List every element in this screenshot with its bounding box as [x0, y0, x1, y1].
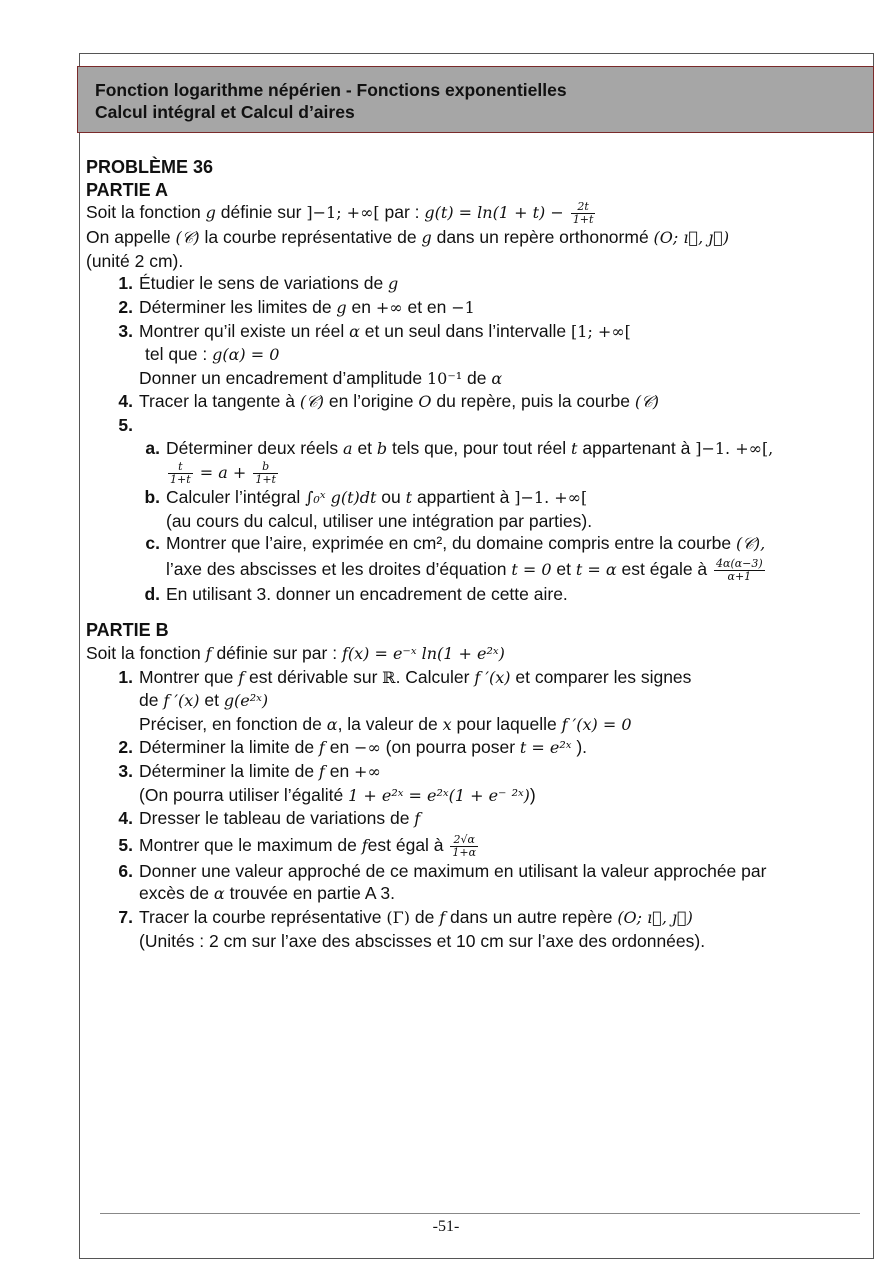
question-number: 4. [118, 808, 133, 829]
math: f(x) = e⁻ˣ ln(1 + e²ˣ) [341, 643, 505, 663]
text: (on pourra poser [380, 737, 520, 758]
fraction [571, 201, 596, 226]
question-number: 6. [118, 860, 133, 881]
text: et [352, 437, 377, 458]
math: (Γ) [386, 907, 410, 927]
chapter-header [77, 66, 874, 133]
math: ∫₀ˣ g(t)dt [305, 488, 377, 507]
text: est égal à [367, 834, 449, 855]
text: Tracer la tangente à [139, 391, 300, 412]
part-b-question-1 [86, 666, 856, 690]
part-b-question-7 [86, 906, 856, 930]
text: en [324, 737, 355, 758]
text: en [324, 760, 355, 781]
question-number: d. [144, 583, 160, 604]
part-a-question-1 [86, 272, 856, 296]
math: g(e²ˣ) [223, 691, 269, 711]
text: et un seul dans l’intervalle [359, 320, 572, 341]
part-a-question-5 [86, 414, 856, 437]
fraction-den: 1+α [452, 845, 477, 859]
math: ]−1; +∞[ [306, 203, 380, 223]
question-number: 5. [118, 414, 133, 435]
math: ]−1. +∞[, [695, 438, 774, 458]
math: f [318, 738, 325, 758]
text: Déterminer les limites de [139, 296, 337, 317]
text: Soit la fonction [86, 642, 206, 663]
question-number: 2. [118, 737, 133, 758]
math: x [442, 714, 452, 734]
text: de [139, 690, 164, 711]
math: −1 [451, 297, 475, 317]
fraction [253, 461, 278, 486]
text: et [199, 690, 224, 711]
part-b-question-7-line-2: (Unités : 2 cm sur l’axe des abscisses et 10 cm sur l’axe des ordonnées). [139, 930, 706, 951]
math: f [238, 667, 245, 687]
fraction-num: 2√α [450, 834, 478, 847]
text: tel que : [145, 344, 213, 365]
text: Donner un encadrement d’amplitude [139, 367, 427, 388]
header-line-2: Calcul intégral et Calcul d’aires [95, 102, 355, 122]
footer-divider [100, 1213, 860, 1214]
part-a-question-3 [86, 320, 856, 344]
math: +∞ [354, 761, 381, 781]
question-number: a. [145, 437, 160, 458]
part-b-question-4 [86, 807, 856, 831]
fraction [714, 558, 765, 583]
text: dans un repère orthonormé [431, 227, 654, 248]
header-line-1: Fonction logarithme népérien - Fonctions exponentielles [95, 80, 567, 100]
text: par : [379, 202, 425, 223]
text: de [409, 906, 440, 927]
text: ) [529, 784, 536, 805]
math: f [414, 809, 421, 829]
math: g [388, 274, 399, 294]
math: 1 + e²ˣ = e²ˣ(1 + e⁻ ²ˣ) [348, 785, 530, 805]
math: = a + [194, 463, 252, 483]
fraction-num: 2t [571, 201, 596, 214]
text: Montrer qu’il existe un réel [139, 320, 350, 341]
text: dans un autre repère [445, 906, 618, 927]
part-a-question-5c-line-2 [86, 556, 856, 583]
text: est dérivable sur [244, 666, 383, 687]
part-a-question-5b [86, 486, 856, 510]
part-a-question-2 [86, 296, 856, 320]
text: Montrer que l’aire, exprimée en cm², du domaine compris entre la courbe [166, 533, 736, 554]
math: −∞ [354, 738, 381, 758]
text: En utilisant 3. donner un encadrement de cette aire. [166, 583, 568, 604]
fraction-num: b [253, 461, 278, 474]
part-b-question-3 [86, 760, 856, 784]
text: , la valeur de [337, 713, 443, 734]
math: f [439, 907, 446, 927]
math: ]−1. +∞[ [514, 488, 588, 507]
math: α [213, 884, 225, 904]
text: ). [571, 737, 588, 758]
text: et [551, 558, 576, 579]
math: O [418, 392, 432, 412]
math: t = 0 [511, 559, 552, 579]
fraction [450, 834, 478, 859]
math: +∞ [375, 297, 403, 317]
part-a-question-5c [86, 532, 856, 556]
math: α [349, 321, 360, 341]
fraction [168, 461, 193, 486]
part-b-question-5 [86, 831, 856, 860]
math: g(α) = 0 [212, 345, 280, 365]
math: (𝒞) [299, 392, 324, 412]
question-number: 3. [118, 320, 133, 341]
part-a-intro-3: (unité 2 cm). [86, 250, 184, 271]
math: (𝒞), [735, 534, 766, 554]
text: définie sur par : [211, 642, 342, 663]
math: a [343, 438, 353, 458]
text: définie sur [215, 202, 307, 223]
text: Montrer que le maximum de [139, 834, 362, 855]
math: α [491, 368, 503, 388]
part-a-question-5d [86, 583, 856, 606]
question-number: 1. [118, 273, 133, 294]
math: t = α [575, 559, 617, 579]
text: On appelle [86, 227, 176, 248]
math: (𝒞) [634, 392, 659, 412]
text: trouvée en partie A 3. [224, 883, 395, 904]
text: pour laquelle [451, 713, 562, 734]
fraction-den: 1+t [255, 473, 276, 486]
text: et comparer les signes [510, 666, 692, 687]
text: Soit la fonction [86, 202, 206, 223]
math: f [361, 835, 368, 855]
text: du repère, puis la courbe [431, 391, 635, 412]
math: (𝒞) [175, 228, 200, 248]
math: g [421, 228, 432, 248]
part-b-question-1-line-3 [86, 713, 856, 737]
math: b [376, 438, 388, 458]
math: g [336, 297, 347, 317]
text: Calculer l’intégral [166, 487, 306, 507]
text: en [346, 296, 376, 317]
math: ℝ [382, 667, 396, 687]
part-a-question-5a-line-2 [86, 460, 856, 486]
question-number: 4. [118, 391, 133, 412]
text: (On pourra utiliser l’égalité [139, 784, 349, 805]
text: Déterminer la limite de [139, 760, 319, 781]
math: f [318, 761, 325, 781]
problem-title: PROBLÈME 36 [86, 157, 214, 177]
math: g(t) = ln(1 + t) − [424, 203, 569, 223]
math: α [326, 714, 338, 734]
text: Donner une valeur approché de ce maximum en utilisant la valeur approchée par [139, 860, 767, 881]
problem-content [86, 156, 856, 952]
fraction-den: 1+t [572, 213, 594, 227]
question-number: b. [144, 487, 160, 507]
part-a-question-4 [86, 390, 856, 414]
text: Déterminer deux réels [166, 437, 344, 458]
part-b-question-3-line-2 [86, 784, 856, 808]
math: [1; +∞[ [571, 321, 631, 341]
text: Dresser le tableau de variations de [139, 808, 415, 829]
part-b-title: PARTIE B [86, 620, 169, 641]
math: f ′(x) [474, 667, 511, 687]
math: t [405, 488, 413, 507]
text: de [462, 367, 492, 388]
text: ou [376, 487, 406, 507]
part-a-title: PARTIE A [86, 179, 169, 200]
text: la courbe représentative de [199, 227, 422, 248]
part-b-question-2 [86, 736, 856, 760]
text: est égale à [616, 558, 713, 579]
question-number: 5. [118, 834, 133, 855]
math: f ′(x) = 0 [561, 714, 632, 734]
text: Tracer la courbe représentative [139, 906, 387, 927]
text: l’axe des abscisses et les droites d’équation [166, 558, 512, 579]
question-number: c. [145, 533, 160, 554]
math: (O; ı⃗, ȷ⃗) [617, 907, 693, 927]
text: appartenant à [577, 437, 696, 458]
part-a-question-5a [86, 437, 856, 461]
text: tels que, pour tout réel [387, 437, 572, 458]
fraction-num: t [168, 461, 193, 474]
math: t = e²ˣ [519, 738, 572, 758]
part-a-question-3-line-2 [86, 343, 856, 367]
text: appartient à [412, 487, 515, 507]
part-b-intro [86, 642, 856, 666]
math: f ′(x) [163, 691, 200, 711]
question-number: 1. [118, 666, 133, 687]
text: et en [402, 296, 452, 317]
fraction-num: 4α(α−3) [716, 556, 763, 570]
fraction-den: α+1 [727, 569, 752, 583]
text: en l’origine [324, 391, 419, 412]
part-a-question-3-line-3 [86, 367, 856, 391]
text: . Calculer [395, 666, 475, 687]
part-b-question-1-line-2 [86, 689, 856, 713]
text: Montrer que [139, 666, 239, 687]
math: 10⁻¹ [426, 368, 463, 388]
math: g [205, 203, 216, 223]
text: Étudier le sens de variations de [139, 273, 389, 294]
part-a-question-5b-line-2: (au cours du calcul, utiliser une intégration par parties). [166, 510, 593, 531]
text: Préciser, en fonction de [139, 713, 327, 734]
text: Déterminer la limite de [139, 737, 319, 758]
text: excès de [139, 883, 214, 904]
part-b-question-6-line-2 [86, 882, 856, 906]
page-number: -51- [432, 1218, 460, 1235]
math: (O; ı⃗, ȷ⃗) [653, 228, 730, 248]
question-number: 2. [118, 296, 133, 317]
part-b-question-6 [86, 860, 856, 883]
fraction-den: 1+t [170, 473, 191, 486]
math: f [205, 643, 212, 663]
question-number: 3. [118, 760, 133, 781]
part-a-intro-2 [86, 226, 856, 250]
part-a-intro-1 [86, 201, 856, 226]
question-number: 7. [118, 906, 133, 927]
math: t [571, 438, 578, 458]
